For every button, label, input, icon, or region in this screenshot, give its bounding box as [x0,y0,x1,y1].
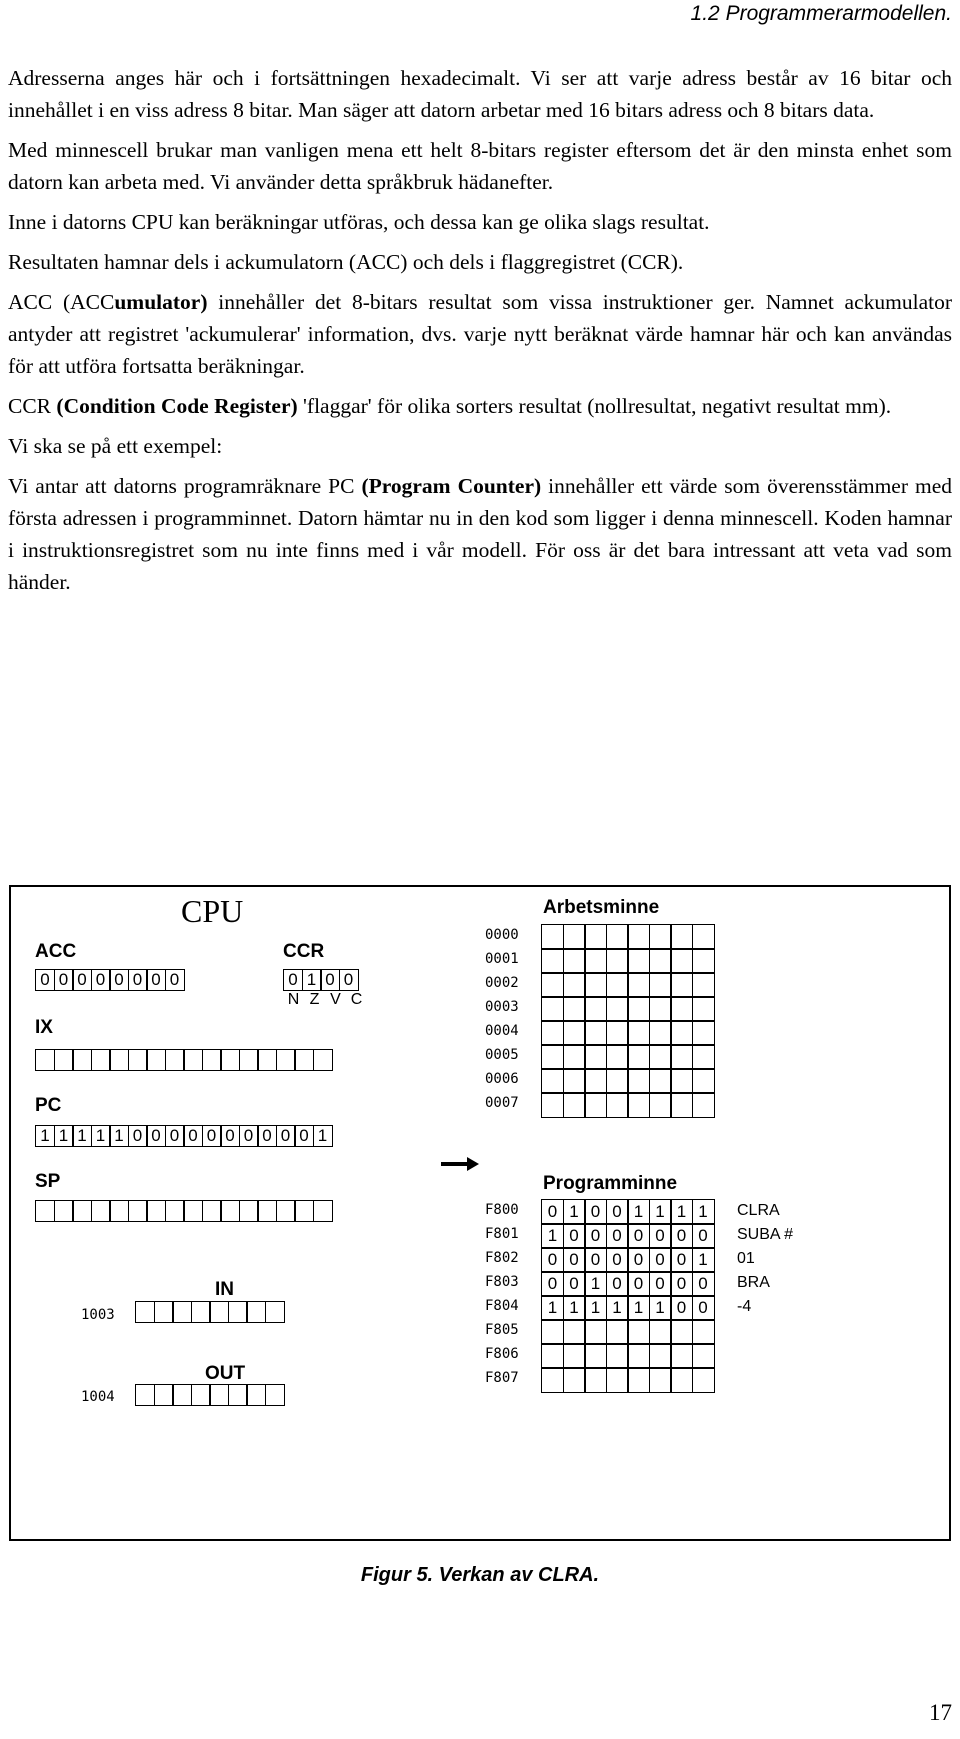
program-memory-bit: 1 [649,1199,672,1225]
data-memory-bit [649,924,672,950]
ccr-flag-names [283,991,367,1009]
data-memory-address: 0007 [485,1095,519,1111]
in-bit [228,1301,248,1323]
program-memory-row [541,1343,715,1367]
program-memory-address: F803 [485,1274,519,1290]
pc-bit: 0 [183,1125,203,1147]
data-memory-bit [563,996,586,1022]
program-memory-bit: 1 [692,1199,715,1225]
program-memory-address: F801 [485,1226,519,1242]
ix-bit [165,1049,185,1071]
in-bit [246,1301,266,1323]
pc-bit: 1 [35,1125,55,1147]
program-memory-bit: 1 [627,1199,650,1225]
pc-bit: 0 [128,1125,148,1147]
ccr-label: CCR [283,941,325,962]
data-memory-bit [541,924,564,950]
pc-bit: 0 [276,1125,296,1147]
program-memory-row [541,1271,715,1295]
out-label: OUT [205,1363,246,1384]
running-header: 1.2 Programmerarmodellen. [690,2,952,25]
data-memory-bit [606,1068,629,1094]
out-address: 1004 [81,1389,115,1405]
out-bit [209,1384,229,1406]
data-memory-bit [692,948,715,974]
data-memory-row [541,996,715,1020]
data-memory-bit [627,1092,650,1118]
out-bit [135,1384,155,1406]
sp-bit [165,1200,185,1222]
program-memory-bit: 0 [649,1223,672,1249]
paragraph-results: Resultaten hamnar dels i ackumulatorn (ACC) och dels i flaggregistret (CCR). [8,250,684,274]
program-memory-bit: 0 [584,1247,607,1273]
program-memory-bit [627,1367,650,1393]
program-memory-bit: 1 [670,1199,693,1225]
data-memory-row [541,1092,715,1116]
pc-para-bold: (Program Counter) [361,474,542,498]
acc-bit: 0 [146,969,166,991]
data-memory-row [541,1020,715,1044]
pc-bit: 1 [109,1125,129,1147]
program-memory-bit: 0 [606,1271,629,1297]
program-memory-bit [541,1319,564,1345]
pc-para-rest: innehåller ett värde som överensstämmer med första adressen i programminnet. Datorn hämtar nu in den kod som ligger i denna minnescell. Koden hamnar i instruktionsregistret som nu inte finns med i vår modell. För oss är det bara intressant att veta vad som händer. [8,474,952,594]
sp-bit [35,1200,55,1222]
program-memory-bit [606,1367,629,1393]
ix-register [35,1049,333,1071]
sp-bit [146,1200,166,1222]
data-memory-bit [584,948,607,974]
program-memory-bit: 1 [563,1199,586,1225]
program-memory-address: F802 [485,1250,519,1266]
ix-bit [313,1049,333,1071]
data-memory-address: 0004 [485,1023,519,1039]
data-memory-bit [563,1092,586,1118]
program-memory-bit [670,1319,693,1345]
pc-para-start: Vi antar att datorns programräknare PC [8,474,362,498]
pc-bit: 0 [202,1125,222,1147]
data-memory-bit [563,1068,586,1094]
data-memory-address: 0003 [485,999,519,1015]
program-memory-bit [541,1367,564,1393]
ccr-flag-name: C [350,991,363,1008]
page-number: 17 [929,1700,952,1725]
data-memory-bit [649,1020,672,1046]
program-memory-bit [584,1343,607,1369]
acc-bit: 0 [35,969,55,991]
data-memory-bit [627,996,650,1022]
data-memory-bit [606,1092,629,1118]
instruction-mnemonic: BRA [737,1274,770,1291]
ix-bit [239,1049,259,1071]
pc-bit: 0 [257,1125,277,1147]
data-memory-bit [692,1068,715,1094]
sp-bit [276,1200,296,1222]
data-memory-label: Arbetsminne [543,897,660,918]
program-memory-bit [649,1343,672,1369]
program-memory-bit: 1 [584,1295,607,1321]
program-memory-row [541,1223,715,1247]
in-bit [172,1301,192,1323]
sp-bit [183,1200,203,1222]
data-memory-bit [541,1044,564,1070]
program-memory-address: F805 [485,1322,519,1338]
program-memory-address: F806 [485,1346,519,1362]
sp-bit [202,1200,222,1222]
sp-bit [239,1200,259,1222]
data-memory-bit [649,996,672,1022]
paragraph-memory-cell: Med minnescell brukar man vanligen mena ett helt 8-bitars register eftersom det är den minsta enhet som datorn kan arbeta med. Vi använder detta språkbruk hädanefter. [8,138,952,194]
program-memory-bit: 1 [606,1295,629,1321]
instruction-mnemonic: CLRA [737,1202,780,1219]
ix-bit [183,1049,203,1071]
program-memory-bit [627,1343,650,1369]
program-memory-bit [584,1319,607,1345]
sp-bit [220,1200,240,1222]
in-bit [135,1301,155,1323]
ix-bit [294,1049,314,1071]
ix-bit [276,1049,296,1071]
program-memory-row [541,1367,715,1391]
data-memory-row [541,972,715,996]
data-memory-bit [670,996,693,1022]
program-memory-bit [606,1343,629,1369]
program-memory-bit [563,1319,586,1345]
program-memory-bit: 1 [692,1247,715,1273]
data-memory-bit [692,1020,715,1046]
data-memory-bit [692,996,715,1022]
sp-bit [72,1200,92,1222]
pc-bit: 1 [72,1125,92,1147]
pc-bit: 0 [239,1125,259,1147]
data-memory-bit [649,972,672,998]
acc-para-rest: innehåller det 8-bitars resultat som vissa instruktioner ger. Namnet ackumulator antyder att registret 'ackumulerar' information, dvs. varje nytt beräknat värde hamnar här och kan användas för att utföra fortsatta beräkningar. [8,290,952,378]
acc-register [35,969,185,991]
program-memory-bit: 0 [627,1247,650,1273]
in-bit [154,1301,174,1323]
acc-label: ACC [35,941,77,962]
data-memory-bit [649,1044,672,1070]
sp-bit [294,1200,314,1222]
data-memory-bit [606,1044,629,1070]
data-memory-bit [606,948,629,974]
data-memory-bit [670,1092,693,1118]
program-memory-bit: 0 [627,1271,650,1297]
in-bit [191,1301,211,1323]
data-memory-address: 0001 [485,951,519,967]
program-memory-bit [627,1319,650,1345]
instruction-mnemonic: SUBA # [737,1226,794,1243]
data-memory-bit [584,1020,607,1046]
program-memory-bit: 0 [627,1223,650,1249]
data-memory-bit [670,1044,693,1070]
ccr-para-bold: (Condition Code Register) [56,394,298,418]
in-address: 1003 [81,1307,115,1323]
data-memory-bit [563,948,586,974]
ccr-register [283,969,359,991]
ccr-flag-name: V [330,991,341,1008]
sp-bit [109,1200,129,1222]
program-memory-bit: 0 [670,1295,693,1321]
program-memory-address: F800 [485,1202,519,1218]
pc-bit: 0 [165,1125,185,1147]
data-memory-bit [584,1044,607,1070]
paragraph-cpu: Inne i datorns CPU kan beräkningar utföras, och dessa kan ge olika slags resultat. [8,210,710,234]
program-memory-bit: 0 [649,1271,672,1297]
program-memory-bit: 0 [541,1247,564,1273]
sp-bit [54,1200,74,1222]
program-memory-bit: 1 [563,1295,586,1321]
program-memory-bit: 0 [692,1271,715,1297]
data-memory-bit [563,924,586,950]
program-memory-bit: 0 [649,1247,672,1273]
data-memory-bit [649,1092,672,1118]
data-memory-bit [670,948,693,974]
sp-bit [128,1200,148,1222]
data-memory-bit [627,1020,650,1046]
data-memory-bit [627,948,650,974]
data-memory-bit [541,972,564,998]
out-bit [172,1384,192,1406]
sp-bit [313,1200,333,1222]
acc-para-start: ACC (ACC [8,290,115,314]
program-memory-row [541,1247,715,1271]
program-memory-bit: 0 [692,1295,715,1321]
program-memory-bit [649,1319,672,1345]
data-memory-bit [541,996,564,1022]
sp-register [35,1200,333,1222]
acc-bit: 0 [91,969,111,991]
data-memory-bit [606,972,629,998]
data-memory-bit [692,1092,715,1118]
program-memory-bit: 1 [649,1295,672,1321]
program-memory-bit [563,1367,586,1393]
instruction-mnemonic: -4 [737,1298,752,1315]
out-bit [191,1384,211,1406]
data-memory-bit [584,924,607,950]
data-memory-bit [541,1092,564,1118]
pc-bit: 0 [220,1125,240,1147]
data-memory-bit [584,1068,607,1094]
ix-bit [91,1049,111,1071]
data-memory-bit [541,948,564,974]
ix-bit [35,1049,55,1071]
data-memory-bit [563,972,586,998]
out-port [135,1384,285,1406]
data-memory-bit [627,972,650,998]
data-memory-address: 0002 [485,975,519,991]
pc-bit: 0 [146,1125,166,1147]
figure-cpu-model [9,885,951,1541]
pc-register [35,1125,333,1147]
program-memory-row [541,1319,715,1343]
out-bit [265,1384,285,1406]
data-memory-bit [606,924,629,950]
ix-bit [128,1049,148,1071]
data-memory-bit [670,924,693,950]
acc-bit: 0 [128,969,148,991]
in-bit [209,1301,229,1323]
program-memory-bit [563,1343,586,1369]
ccr-bit: 0 [320,969,340,991]
data-memory-row [541,1068,715,1092]
program-memory-address: F807 [485,1370,519,1386]
program-memory-bit: 0 [670,1223,693,1249]
data-memory-address: 0000 [485,927,519,943]
program-memory-bit: 0 [606,1199,629,1225]
data-memory-bit [670,1068,693,1094]
program-memory-bit: 0 [541,1199,564,1225]
out-bit [246,1384,266,1406]
data-memory-address: 0006 [485,1071,519,1087]
program-memory-bit [670,1367,693,1393]
data-memory-address: 0005 [485,1047,519,1063]
program-memory-bit: 0 [670,1271,693,1297]
program-memory-bit: 0 [563,1271,586,1297]
ccr-bit: 0 [283,969,303,991]
ccr-para-start: CCR [8,394,57,418]
data-memory-bit [627,924,650,950]
program-memory-bit: 0 [606,1247,629,1273]
program-memory-bit [606,1319,629,1345]
data-memory-bit [649,1068,672,1094]
program-memory-bit: 1 [541,1295,564,1321]
paragraph-pc [8,470,952,598]
program-memory-bit: 0 [584,1199,607,1225]
data-memory-bit [584,972,607,998]
acc-bit: 0 [72,969,92,991]
pc-bit: 0 [294,1125,314,1147]
program-memory-bit: 0 [584,1223,607,1249]
acc-para-bold: umulator) [114,290,208,314]
pc-bit: 1 [91,1125,111,1147]
data-memory-bit [584,1092,607,1118]
in-port [135,1301,285,1323]
instruction-mnemonic: 01 [737,1250,755,1267]
ix-bit [220,1049,240,1071]
program-memory-row [541,1295,715,1319]
program-memory-bit [541,1343,564,1369]
in-bit [265,1301,285,1323]
program-memory-bit: 0 [692,1223,715,1249]
program-memory-bit: 0 [670,1247,693,1273]
program-memory-bit [584,1367,607,1393]
program-memory-address: F804 [485,1298,519,1314]
program-memory-bit: 0 [606,1223,629,1249]
data-memory-bit [670,1020,693,1046]
program-memory-bit [649,1367,672,1393]
ix-bit [146,1049,166,1071]
data-memory-row [541,948,715,972]
current-instruction-arrow-icon [439,1156,481,1172]
data-memory-bit [692,972,715,998]
paragraph-ccr [8,390,952,422]
ix-bit [257,1049,277,1071]
pc-bit: 1 [313,1125,333,1147]
program-memory-bit [692,1319,715,1345]
ix-bit [109,1049,129,1071]
program-memory-bit [670,1343,693,1369]
ccr-flag-name: Z [309,991,320,1008]
out-bit [228,1384,248,1406]
data-memory-bit [606,996,629,1022]
ccr-flag-name: N [287,991,300,1008]
data-memory-bit [584,996,607,1022]
in-label: IN [215,1279,234,1300]
program-memory-bit [692,1367,715,1393]
body-text [8,62,952,606]
data-memory-bit [541,1020,564,1046]
paragraph-acc [8,286,952,382]
data-memory-bit [541,1068,564,1094]
ix-bit [72,1049,92,1071]
figure-caption: Figur 5. Verkan av CLRA. [360,1564,600,1586]
sp-bit [257,1200,277,1222]
ix-bit [202,1049,222,1071]
acc-bit: 0 [54,969,74,991]
sp-bit [91,1200,111,1222]
pc-bit: 1 [54,1125,74,1147]
paragraph-example: Vi ska se på ett exempel: [8,434,223,458]
program-memory-row [541,1199,715,1223]
data-memory-row [541,1044,715,1068]
data-memory-bit [606,1020,629,1046]
program-memory-label: Programminne [543,1173,678,1194]
data-memory-row [541,924,715,948]
program-memory-bit: 0 [563,1223,586,1249]
data-memory-bit [692,924,715,950]
data-memory-bit [563,1044,586,1070]
data-memory-bit [627,1044,650,1070]
data-memory-bit [627,1068,650,1094]
data-memory-bit [563,1020,586,1046]
program-memory-bit: 0 [541,1271,564,1297]
pc-label: PC [35,1095,62,1116]
acc-bit: 0 [165,969,185,991]
ix-label: IX [35,1017,53,1038]
program-memory-bit: 0 [563,1247,586,1273]
program-memory-bit: 1 [584,1271,607,1297]
sp-label: SP [35,1171,61,1192]
acc-bit: 0 [109,969,129,991]
out-bit [154,1384,174,1406]
data-memory-bit [692,1044,715,1070]
program-memory-bit: 1 [541,1223,564,1249]
paragraph-addresses: Adresserna anges här och i fortsättningen hexadecimalt. Vi ser att varje adress består av 16 bitar och innehållet i en viss adress 8 bitar. Man säger att datorn arbetar med 16 bitars adress och 8 bitars data. [8,66,952,122]
ix-bit [54,1049,74,1071]
data-memory-bit [670,972,693,998]
cpu-label: CPU [181,893,244,929]
ccr-bit: 0 [339,969,359,991]
ccr-para-rest: 'flaggar' för olika sorters resultat (nollresultat, negativt resultat mm). [297,394,892,418]
ccr-bit: 1 [302,969,322,991]
program-memory-bit [692,1343,715,1369]
program-memory-bit: 1 [627,1295,650,1321]
data-memory-bit [649,948,672,974]
